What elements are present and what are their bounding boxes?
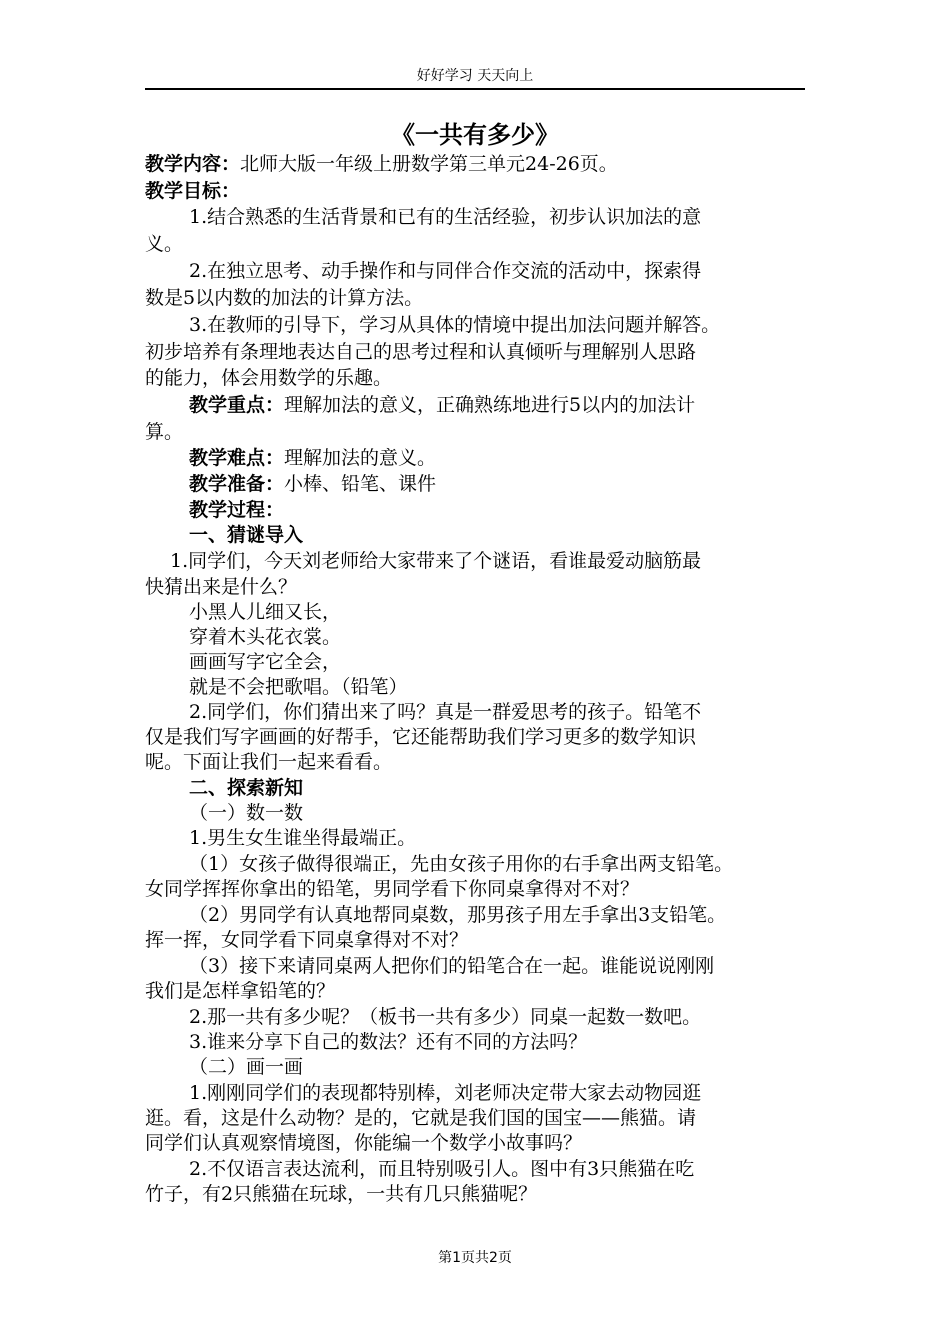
content-value: 北师大版一年级上册数学第三单元24-26页。 bbox=[240, 153, 618, 175]
s2-a1-line-2: 女同学挥挥你拿出的铅笔，男同学看下你同桌拿得对不对？ bbox=[145, 878, 640, 900]
section-1-heading: 一、猜谜导入 bbox=[189, 524, 304, 546]
goal-2-line-1: 2.在独立思考、动手操作和与同伴合作交流的活动中，探索得 bbox=[189, 260, 702, 282]
prep-label: 教学准备： bbox=[189, 473, 285, 495]
riddle-line-1: 小黑人儿细又长， bbox=[189, 601, 342, 623]
s2-a3-line-2: 我们是怎样拿铅笔的？ bbox=[145, 980, 336, 1002]
riddle-line-3: 画画写字它全会， bbox=[189, 651, 342, 673]
page-footer: 第1页共2页 bbox=[438, 1250, 512, 1266]
section-2-heading: 二、探索新知 bbox=[189, 777, 304, 799]
prep-line bbox=[189, 472, 436, 496]
key-value: 理解加法的意义，正确熟练地进行5以内的加法计 bbox=[284, 394, 696, 416]
s2-j2-line-1: 2.不仅语言表达流利，而且特别吸引人。图中有3只熊猫在吃 bbox=[189, 1158, 695, 1180]
key-line-2: 算。 bbox=[145, 421, 184, 443]
content-label: 教学内容： bbox=[145, 153, 241, 175]
goal-1-line-2: 义。 bbox=[145, 233, 184, 255]
s2-j1-line-3: 同学们认真观察情境图，你能编一个数学小故事吗？ bbox=[145, 1132, 583, 1154]
subsection-2-heading: （二）画一画 bbox=[189, 1056, 304, 1078]
s2-j2-line-2: 竹子，有2只熊猫在玩球，一共有几只熊猫呢？ bbox=[145, 1183, 538, 1205]
s1-p2-line-3: 呢。下面让我们一起来看看。 bbox=[145, 751, 393, 773]
s2-item-1: 1.男生女生谁坐得最端正。 bbox=[189, 827, 417, 849]
goal-3-line-2: 初步培养有条理地表达自己的思考过程和认真倾听与理解别人思路 bbox=[145, 341, 697, 363]
s2-item-2: 2.那一共有多少呢？（板书一共有多少）同桌一起数一数吧。 bbox=[189, 1006, 702, 1028]
difficulty-label: 教学难点： bbox=[189, 447, 285, 469]
content-line bbox=[145, 152, 618, 176]
s2-a1-line-1: （1）女孩子做得很端正，先由女孩子用你的右手拿出两支铅笔。 bbox=[189, 853, 734, 875]
s2-item-3: 3.谁来分享下自己的数法？还有不同的方法吗？ bbox=[189, 1031, 588, 1053]
goal-1-line-1: 1.结合熟悉的生活背景和已有的生活经验，初步认识加法的意 bbox=[189, 206, 702, 228]
process-label: 教学过程： bbox=[189, 499, 285, 521]
page-header: 好好学习 天天向上 bbox=[145, 66, 805, 90]
subsection-1-heading: （一）数一数 bbox=[189, 802, 304, 824]
s2-j1-line-2: 逛。看，这是什么动物？是的，它就是我们国的国宝——熊猫。请 bbox=[145, 1107, 697, 1129]
s1-p2-line-2: 仅是我们写字画画的好帮手，它还能帮助我们学习更多的数学知识 bbox=[145, 726, 697, 748]
s2-a3-line-1: （3）接下来请同桌两人把你们的铅笔合在一起。谁能说说刚刚 bbox=[189, 955, 715, 977]
key-line bbox=[189, 393, 695, 417]
goal-3-line-1: 3.在教师的引导下，学习从具体的情境中提出加法问题并解答。 bbox=[189, 314, 721, 336]
riddle-line-2: 穿着木头花衣裳。 bbox=[189, 626, 342, 648]
goal-3-line-3: 的能力，体会用数学的乐趣。 bbox=[145, 367, 393, 389]
riddle-line-4: 就是不会把歌唱。（铅笔） bbox=[189, 676, 408, 698]
difficulty-line bbox=[189, 446, 436, 470]
s1-p1-line-1: 1.同学们，今天刘老师给大家带来了个谜语，看谁最爱动脑筋最 bbox=[170, 550, 702, 572]
goals-label: 教学目标： bbox=[145, 180, 241, 202]
key-label: 教学重点： bbox=[189, 394, 285, 416]
goal-2-line-2: 数是5以内数的加法的计算方法。 bbox=[145, 287, 424, 309]
s1-p2-line-1: 2.同学们，你们猜出来了吗？真是一群爱思考的孩子。铅笔不 bbox=[189, 701, 702, 723]
difficulty-value: 理解加法的意义。 bbox=[284, 447, 437, 469]
s2-j1-line-1: 1.刚刚同学们的表现都特别棒，刘老师决定带大家去动物园逛 bbox=[189, 1082, 702, 1104]
prep-value: 小棒、铅笔、课件 bbox=[284, 473, 437, 495]
s2-a2-line-2: 挥一挥，女同学看下同桌拿得对不对？ bbox=[145, 929, 469, 951]
s2-a2-line-1: （2）男同学有认真地帮同桌数，那男孩子用左手拿出3支铅笔。 bbox=[189, 904, 727, 926]
s1-p1-line-2: 快猜出来是什么？ bbox=[145, 576, 298, 598]
document-title: 《一共有多少》 bbox=[391, 121, 559, 149]
